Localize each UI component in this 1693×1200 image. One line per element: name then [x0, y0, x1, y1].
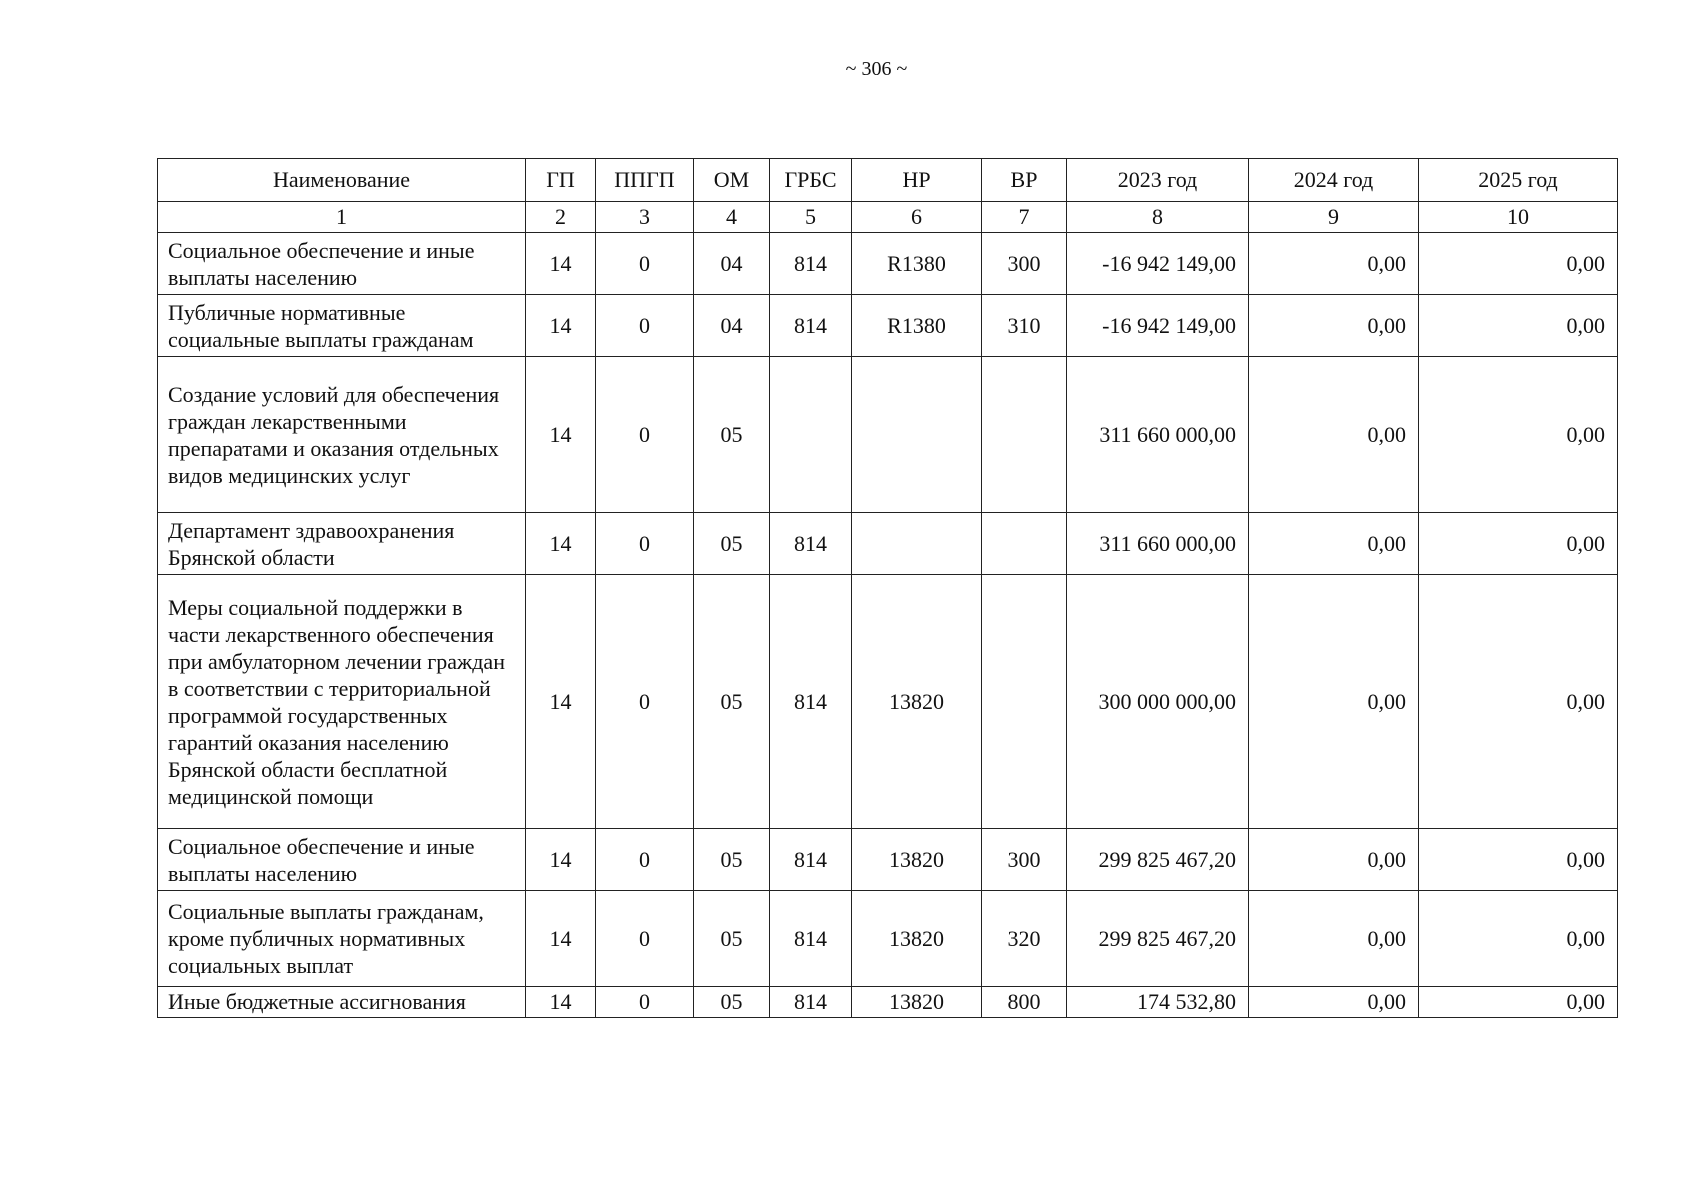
column-index: 7: [982, 202, 1067, 233]
row-ppgp: 0: [596, 233, 694, 295]
row-nr: 13820: [852, 891, 982, 987]
column-index: 2: [526, 202, 596, 233]
row-om: 05: [694, 829, 770, 891]
table-row: [158, 357, 1618, 513]
row-2023: -16 942 149,00: [1067, 233, 1249, 295]
row-gp: 14: [526, 295, 596, 357]
row-gp: 14: [526, 357, 596, 513]
column-index: 5: [770, 202, 852, 233]
column-index-row: [158, 202, 1618, 233]
row-name: Социальные выплаты гражданам, кроме публичных нормативных социальных выплат: [158, 891, 526, 987]
row-om: 05: [694, 891, 770, 987]
row-2025: 0,00: [1419, 829, 1618, 891]
row-vr: 320: [982, 891, 1067, 987]
row-gp: 14: [526, 513, 596, 575]
row-2024: 0,00: [1249, 891, 1419, 987]
column-index: 9: [1249, 202, 1419, 233]
row-2024: 0,00: [1249, 357, 1419, 513]
header-2025: 2025 год: [1419, 159, 1618, 202]
row-ppgp: 0: [596, 513, 694, 575]
row-2024: 0,00: [1249, 513, 1419, 575]
row-om: 04: [694, 295, 770, 357]
row-2024: 0,00: [1249, 575, 1419, 829]
row-2025: 0,00: [1419, 575, 1618, 829]
table-row: [158, 891, 1618, 987]
header-om: ОМ: [694, 159, 770, 202]
row-nr: 13820: [852, 829, 982, 891]
row-2025: 0,00: [1419, 357, 1618, 513]
column-index: 6: [852, 202, 982, 233]
table-row: [158, 295, 1618, 357]
row-om: 05: [694, 357, 770, 513]
table-row: [158, 513, 1618, 575]
page-number: ~ 306 ~: [845, 58, 908, 80]
row-om: 05: [694, 987, 770, 1018]
budget-table: [157, 158, 1618, 1018]
row-2023: 299 825 467,20: [1067, 829, 1249, 891]
header-grbs: ГРБС: [770, 159, 852, 202]
column-index: 8: [1067, 202, 1249, 233]
row-nr: [852, 513, 982, 575]
row-nr: 13820: [852, 987, 982, 1018]
row-2025: 0,00: [1419, 295, 1618, 357]
row-name: Меры социальной поддержки в части лекарственного обеспечения при амбулаторном лечении граждан в соответствии с территориальной программой государственных гарантий оказания населению Брянской области бесплатной медицинской помощи: [158, 575, 526, 829]
row-vr: 300: [982, 233, 1067, 295]
row-vr: 300: [982, 829, 1067, 891]
row-name: Департамент здравоохранения Брянской области: [158, 513, 526, 575]
row-nr: R1380: [852, 233, 982, 295]
header-2023: 2023 год: [1067, 159, 1249, 202]
row-om: 05: [694, 513, 770, 575]
row-gp: 14: [526, 829, 596, 891]
header-nr: НР: [852, 159, 982, 202]
column-index: 3: [596, 202, 694, 233]
row-nr: R1380: [852, 295, 982, 357]
row-grbs: 814: [770, 829, 852, 891]
row-2023: 311 660 000,00: [1067, 513, 1249, 575]
row-2025: 0,00: [1419, 987, 1618, 1018]
row-2023: 311 660 000,00: [1067, 357, 1249, 513]
row-ppgp: 0: [596, 357, 694, 513]
row-grbs: 814: [770, 295, 852, 357]
table-row: [158, 987, 1618, 1018]
row-grbs: 814: [770, 987, 852, 1018]
row-name: Создание условий для обеспечения граждан лекарственными препаратами и оказания отдельных видов медицинских услуг: [158, 357, 526, 513]
row-2023: 299 825 467,20: [1067, 891, 1249, 987]
row-vr: [982, 575, 1067, 829]
row-nr: [852, 357, 982, 513]
header-2024: 2024 год: [1249, 159, 1419, 202]
row-grbs: [770, 357, 852, 513]
row-grbs: 814: [770, 233, 852, 295]
header-gp: ГП: [526, 159, 596, 202]
table-header-row: [158, 159, 1618, 202]
row-om: 05: [694, 575, 770, 829]
header-name: Наименование: [158, 159, 526, 202]
row-name: Публичные нормативные социальные выплаты гражданам: [158, 295, 526, 357]
row-2025: 0,00: [1419, 891, 1618, 987]
row-2023: -16 942 149,00: [1067, 295, 1249, 357]
row-vr: [982, 513, 1067, 575]
row-gp: 14: [526, 575, 596, 829]
row-2025: 0,00: [1419, 513, 1618, 575]
row-2023: 174 532,80: [1067, 987, 1249, 1018]
row-grbs: 814: [770, 513, 852, 575]
row-name: Иные бюджетные ассигнования: [158, 987, 526, 1018]
row-grbs: 814: [770, 575, 852, 829]
row-gp: 14: [526, 891, 596, 987]
table-row: [158, 575, 1618, 829]
row-vr: 800: [982, 987, 1067, 1018]
row-ppgp: 0: [596, 295, 694, 357]
row-ppgp: 0: [596, 829, 694, 891]
column-index: 10: [1419, 202, 1618, 233]
row-nr: 13820: [852, 575, 982, 829]
table-row: [158, 829, 1618, 891]
row-2025: 0,00: [1419, 233, 1618, 295]
header-vr: ВР: [982, 159, 1067, 202]
row-om: 04: [694, 233, 770, 295]
row-vr: 310: [982, 295, 1067, 357]
table-row: [158, 233, 1618, 295]
row-name: Социальное обеспечение и иные выплаты населению: [158, 829, 526, 891]
column-index: 4: [694, 202, 770, 233]
row-grbs: 814: [770, 891, 852, 987]
row-ppgp: 0: [596, 575, 694, 829]
column-index: 1: [158, 202, 526, 233]
row-ppgp: 0: [596, 891, 694, 987]
row-ppgp: 0: [596, 987, 694, 1018]
row-2024: 0,00: [1249, 829, 1419, 891]
row-2024: 0,00: [1249, 295, 1419, 357]
row-gp: 14: [526, 987, 596, 1018]
row-vr: [982, 357, 1067, 513]
row-2024: 0,00: [1249, 233, 1419, 295]
header-ppgp: ППГП: [596, 159, 694, 202]
row-2024: 0,00: [1249, 987, 1419, 1018]
row-2023: 300 000 000,00: [1067, 575, 1249, 829]
row-name: Социальное обеспечение и иные выплаты населению: [158, 233, 526, 295]
row-gp: 14: [526, 233, 596, 295]
